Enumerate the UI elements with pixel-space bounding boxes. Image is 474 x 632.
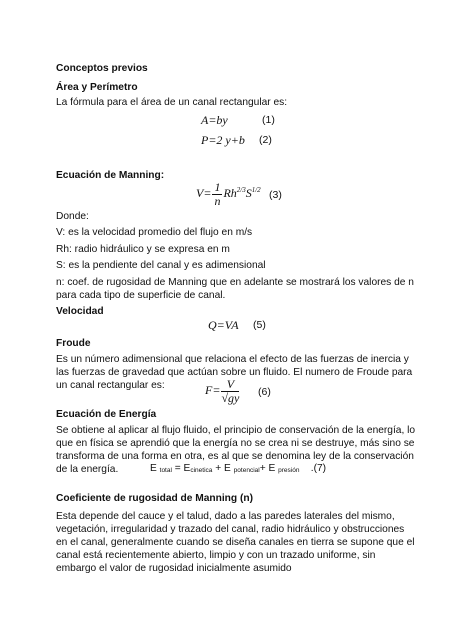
equation-velocidad: Q=VA	[208, 318, 239, 332]
definition-rh: Rh: radio hidráulico y se expresa en m	[56, 244, 230, 255]
eq3-frac-den: n	[214, 193, 221, 208]
eq6-frac-num: V	[221, 378, 239, 392]
paragraph-area-intro: La fórmula para el área de un canal rectangular es:	[56, 97, 288, 108]
eq6-fraction	[221, 378, 239, 405]
equation-number-6: (6)	[258, 386, 271, 398]
section-heading-area: Área y Perímetro	[56, 82, 138, 93]
definition-s: S: es la pendiente del canal y es adimensional	[56, 260, 266, 271]
equation-area: A=by	[201, 113, 228, 127]
section-heading-coeficiente: Coeficiente de rugosidad de Manning (n)	[56, 493, 253, 504]
section-heading-froude: Froude	[56, 338, 91, 349]
eq6-frac-den: √gy	[221, 390, 240, 405]
eq3-rh-exp: 2/3	[236, 186, 246, 195]
paragraph-energia: Se obtiene al aplicar al flujo fluido, el principio de conservación de la energía, lo que en física se aprendió que la energía no se crea ni se destruye, más sino se transforma de una forma en otra, es al que se denomina ley de la conservación de la energía.	[56, 425, 416, 476]
eq7-e2: = E	[174, 463, 191, 474]
section-heading-manning: Ecuación de Manning:	[56, 170, 165, 181]
section-heading-velocidad: Velocidad	[56, 306, 104, 317]
eq3-rh: Rh	[223, 186, 237, 201]
eq3-frac-num: 1	[214, 180, 221, 194]
paragraph-coeficiente: Esta depende del cauce y el talud, dado a las paredes laterales del mismo, vegetación, irregularidad y trazado del canal, radio hidráulico y obstrucciones en el canal, generalmente cuando se diseña canales en tierra se supone que el canal está recientemente abierto, limpio y con un trazado uniforme, sin embargo el valor de rugosidad inicialmente asumido	[56, 511, 415, 575]
section-heading-energia: Ecuación de Energía	[56, 409, 157, 420]
eq7-sub-total: total	[159, 467, 172, 474]
eq6-lhs: F=	[205, 383, 221, 398]
equation-froude	[205, 378, 240, 405]
equation-manning	[196, 181, 261, 208]
eq7-e4: + E	[259, 463, 276, 474]
equation-energia	[150, 462, 326, 475]
definition-v: V: es la velocidad promedio del flujo en m/s	[56, 227, 253, 238]
paragraph-donde: Donde:	[56, 211, 89, 222]
section-heading-conceptos: Conceptos previos	[56, 63, 148, 74]
equation-perimeter: P=2 y+b	[201, 133, 245, 147]
eq7-e3: + E	[215, 463, 231, 474]
eq7-sub-cinetica: cinetica	[190, 467, 213, 474]
eq3-fraction	[212, 181, 222, 208]
definition-n: n: coef. de rugosidad de Manning que en adelante se mostrará los valores de n para cada tipo de superficie de canal.	[56, 277, 414, 302]
equation-number-5: (5)	[253, 319, 266, 331]
eq3-s: S	[245, 186, 252, 201]
equation-number-2: (2)	[259, 134, 272, 146]
paragraph-froude: Es un número adimensional que relaciona el efecto de las fuerzas de inercia y las fuerzas de gravedad que actúan sobre un fluido. El numero de Froude para un canal rectangular es:	[56, 354, 413, 392]
eq7-e1: E	[150, 463, 157, 474]
eq7-sub-presion: presión	[278, 467, 300, 474]
equation-number-7: .(7)	[310, 463, 327, 474]
eq7-sub-potencial: potencial	[233, 467, 260, 474]
equation-number-3: (3)	[269, 189, 282, 201]
eq3-lhs: V=	[196, 186, 212, 201]
equation-number-1: (1)	[262, 114, 275, 126]
eq3-s-exp: 1/2	[251, 186, 261, 195]
